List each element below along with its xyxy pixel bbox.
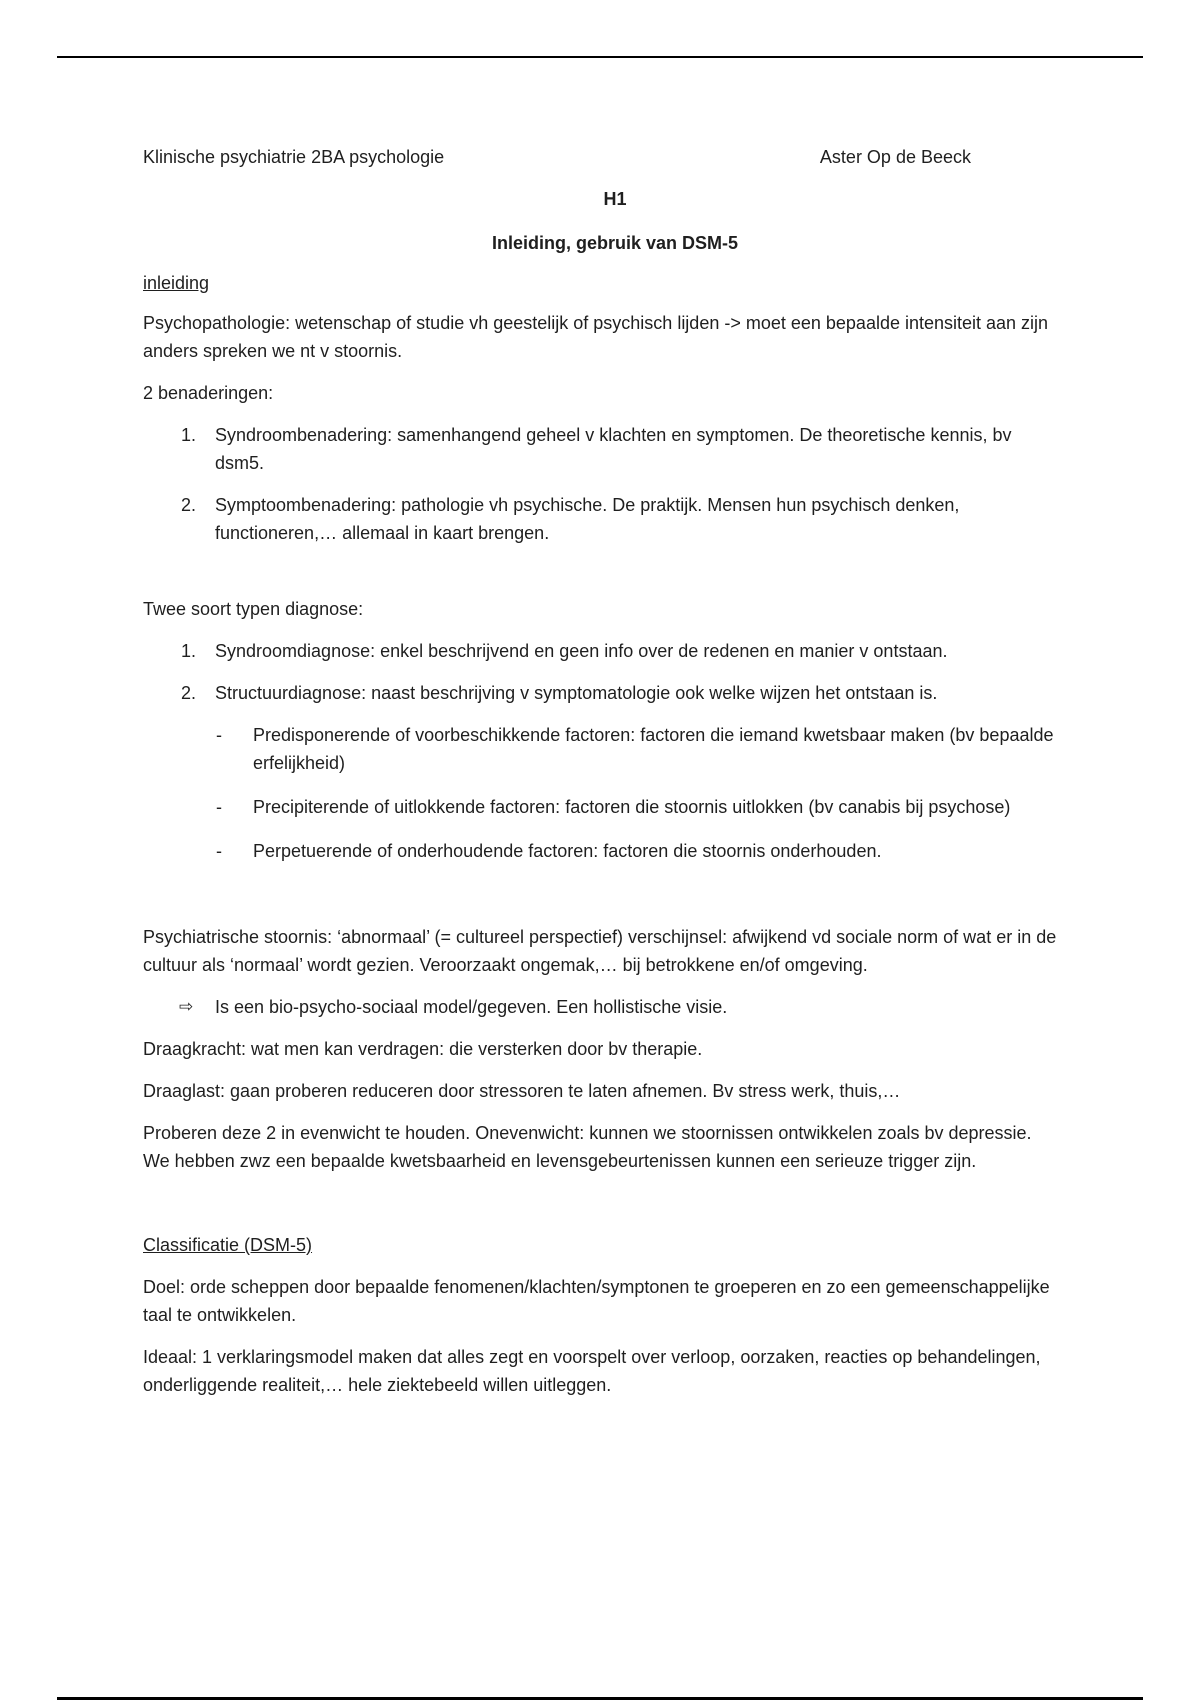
section-heading-inleiding: inleiding bbox=[143, 273, 210, 293]
list-number: 1. bbox=[181, 641, 197, 661]
section-heading-classificatie: Classificatie (DSM-5) bbox=[143, 1235, 313, 1255]
document-header bbox=[143, 143, 1063, 171]
list-number: 2. bbox=[181, 683, 197, 703]
arrow-item bbox=[143, 993, 1063, 1021]
paragraph-ideaal: Ideaal: 1 verklaringsmodel maken dat alles zegt en voorspelt over verloop, oorzaken, reacties op behandelingen, onderliggende realiteit,… hele ziektebeeld willen uitleggen. bbox=[143, 1347, 1041, 1395]
benaderingen-list bbox=[143, 421, 1063, 547]
list-text: Perpetuerende of onderhoudende factoren: factoren die stoornis onderhouden. bbox=[253, 841, 882, 861]
diagnose-list bbox=[143, 637, 1063, 707]
list-number: 1. bbox=[181, 425, 197, 445]
top-rule bbox=[57, 56, 1143, 58]
list-text: Predisponerende of voorbeschikkende factoren: factoren die iemand kwetsbaar maken (bv bepaalde erfelijkheid) bbox=[253, 725, 1054, 773]
paragraph-benaderingen-label: 2 benaderingen: bbox=[143, 383, 274, 403]
factoren-list bbox=[143, 721, 1063, 865]
paragraph-evenwicht: Proberen deze 2 in evenwicht te houden. Onevenwicht: kunnen we stoornissen ontwikkelen zoals bv depressie. We hebben zwz een bepaalde kwetsbaarheid en levensgebeurtenissen kunnen een serieuze trigger zijn. bbox=[143, 1123, 1032, 1171]
paragraph-doel: Doel: orde scheppen door bepaalde fenomenen/klachten/symptonen te groeperen en zo een gemeenschappelijke taal te ontwikkelen. bbox=[143, 1277, 1050, 1325]
arrow-right-icon: ⇨ bbox=[179, 997, 194, 1016]
chapter-title: Inleiding, gebruik van DSM-5 bbox=[491, 233, 739, 253]
chapter-number: H1 bbox=[603, 189, 627, 209]
list-text: Structuurdiagnose: naast beschrijving v symptomatologie ook welke wijzen het ontstaan is. bbox=[215, 683, 938, 703]
list-item bbox=[143, 721, 1063, 777]
list-text: Syndroombenadering: samenhangend geheel v klachten en symptomen. De theoretische kennis, bv dsm5. bbox=[215, 425, 1012, 473]
course-title: Klinische psychiatrie 2BA psychologie bbox=[143, 147, 445, 167]
list-number: 2. bbox=[181, 495, 197, 515]
list-item bbox=[143, 679, 1063, 707]
list-item bbox=[143, 837, 1063, 865]
list-text: Precipiterende of uitlokkende factoren: factoren die stoornis uitlokken (bv canabis bij psychose) bbox=[253, 797, 1011, 817]
dash-bullet: - bbox=[216, 841, 222, 861]
dash-bullet: - bbox=[216, 725, 222, 745]
paragraph-psychopathologie: Psychopathologie: wetenschap of studie vh geestelijk of psychisch lijden -> moet een bepaalde intensiteit aan zijn anders spreken we nt v stoornis. bbox=[143, 313, 1049, 361]
document-page bbox=[143, 143, 1063, 1413]
dash-bullet: - bbox=[216, 797, 222, 817]
paragraph-stoornis: Psychiatrische stoornis: ‘abnormaal’ (= cultureel perspectief) verschijnsel: afwijkend vd sociale norm of wat er in de cultuur als ‘normaal’ wordt gezien. Veroorzaakt ongemak,… bij betrokkene en/of omgeving. bbox=[143, 927, 1057, 975]
list-text: Symptoombenadering: pathologie vh psychische. De praktijk. Mensen hun psychisch denken, functioneren,… allemaal in kaart brengen. bbox=[215, 495, 960, 543]
list-item bbox=[143, 421, 1063, 477]
paragraph-draaglast: Draaglast: gaan proberen reduceren door stressoren te laten afnemen. Bv stress werk, thuis,… bbox=[143, 1081, 901, 1101]
list-item bbox=[143, 793, 1063, 821]
paragraph-diagnose-label: Twee soort typen diagnose: bbox=[143, 599, 364, 619]
paragraph-draagkracht: Draagkracht: wat men kan verdragen: die versterken door bv therapie. bbox=[143, 1039, 703, 1059]
list-item bbox=[143, 491, 1063, 547]
list-text: Syndroomdiagnose: enkel beschrijvend en geen info over de redenen en manier v ontstaan. bbox=[215, 641, 948, 661]
arrow-text: Is een bio-psycho-sociaal model/gegeven. Een hollistische visie. bbox=[215, 997, 728, 1017]
list-item bbox=[143, 637, 1063, 665]
author-name: Aster Op de Beeck bbox=[819, 147, 971, 167]
